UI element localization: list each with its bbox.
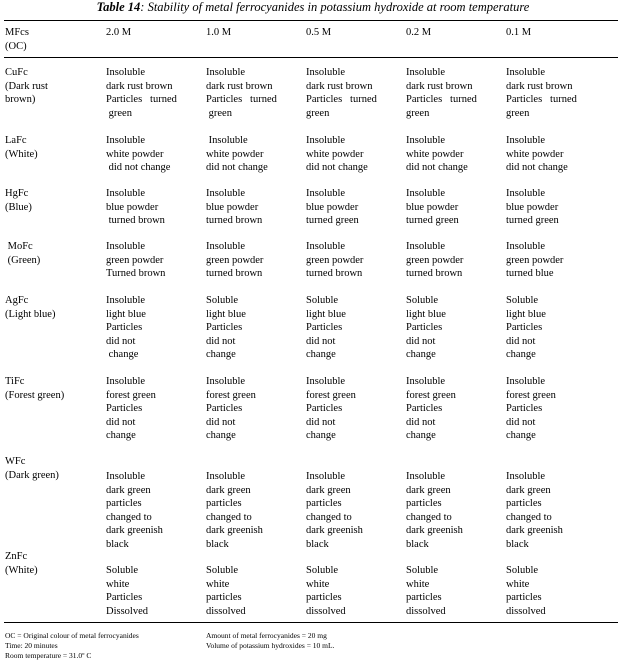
table-cell: Insoluble dark rust brown Particles turned green bbox=[306, 67, 377, 119]
table-cell: Insoluble white powder did not change bbox=[506, 135, 568, 173]
table-cell: Insoluble dark green particles changed to dark greenish black bbox=[406, 471, 463, 550]
table-cell: Soluble light blue Particles did not change bbox=[206, 295, 246, 360]
table-cell: Soluble white particles dissolved bbox=[206, 565, 246, 617]
table-cell: Insoluble green powder turned blue bbox=[506, 241, 564, 279]
caption-label: Table 14 bbox=[96, 0, 141, 14]
table-cell: Insoluble dark green particles changed to dark greenish black bbox=[506, 471, 563, 550]
column-header-mfcs: MFcs (OC) bbox=[5, 27, 29, 52]
column-header-2m: 2.0 M bbox=[106, 27, 132, 38]
table-cell: Insoluble blue powder turned green bbox=[306, 188, 359, 226]
table-cell: Insoluble green powder turned brown bbox=[306, 241, 364, 279]
table-cell: Insoluble green powder turned brown bbox=[406, 241, 464, 279]
table-cell: Insoluble forest green Particles did not change bbox=[506, 376, 556, 441]
table-cell: Insoluble dark green particles changed to dark greenish black bbox=[206, 471, 263, 550]
footnote-room-temperature: Room temperature = 31.0º C bbox=[5, 651, 92, 660]
row-label: TiFc (Forest green) bbox=[5, 376, 65, 401]
footnote-amount: Amount of metal ferrocyanides = 20 mg bbox=[206, 631, 327, 640]
table-caption bbox=[0, 0, 626, 14]
table-cell: Insoluble dark rust brown Particles turned green bbox=[506, 67, 577, 119]
table-cell: Insoluble white powder did not change bbox=[306, 135, 368, 173]
table-cell: Insoluble dark rust brown Particles turned green bbox=[106, 67, 177, 119]
table-cell: Insoluble forest green Particles did not change bbox=[206, 376, 256, 441]
table-cell: Insoluble white powder did not change bbox=[406, 135, 468, 173]
column-header-05m: 0.5 M bbox=[306, 27, 332, 38]
footnote-volume: Volume of potassium hydroxides = 10 mL. bbox=[206, 641, 335, 650]
table-cell: Soluble white particles dissolved bbox=[406, 565, 446, 617]
table-cell: Insoluble blue powder turned green bbox=[406, 188, 459, 226]
table-cell: Insoluble forest green Particles did not change bbox=[306, 376, 356, 441]
table-cell: Soluble white particles dissolved bbox=[506, 565, 546, 617]
column-header-01m: 0.1 M bbox=[506, 27, 532, 38]
table-cell: Insoluble white powder did not change bbox=[106, 135, 171, 173]
table-cell: Insoluble light blue Particles did not change bbox=[106, 295, 146, 360]
table-cell: Soluble white Particles Dissolved bbox=[106, 565, 148, 617]
table-cell: Insoluble white powder did not change bbox=[206, 135, 268, 173]
table-cell: Insoluble dark green particles changed to dark greenish black bbox=[306, 471, 363, 550]
table-cell: Insoluble forest green Particles did not change bbox=[106, 376, 156, 441]
caption-text: : Stability of metal ferrocyanides in potassium hydroxide at room temperature bbox=[140, 0, 530, 14]
table-cell: Insoluble blue powder turned green bbox=[506, 188, 559, 226]
column-header-02m: 0.2 M bbox=[406, 27, 432, 38]
table-cell: Soluble white particles dissolved bbox=[306, 565, 346, 617]
row-label: WFc (Dark green) bbox=[5, 456, 59, 481]
table-cell: Soluble light blue Particles did not change bbox=[506, 295, 546, 360]
table-cell: Insoluble forest green Particles did not change bbox=[406, 376, 456, 441]
header-rule bbox=[4, 57, 618, 58]
table-cell: Insoluble green powder turned brown bbox=[206, 241, 264, 279]
table-cell: Soluble light blue Particles did not change bbox=[306, 295, 346, 360]
row-label: MoFc (Green) bbox=[7, 241, 41, 266]
table-cell: Soluble light blue Particles did not change bbox=[406, 295, 446, 360]
table-cell: Insoluble dark green particles changed to dark greenish black bbox=[106, 471, 163, 550]
table-cell: Insoluble dark rust brown Particles turned green bbox=[206, 67, 277, 119]
table-cell: Insoluble dark rust brown Particles turned green bbox=[406, 67, 477, 119]
row-label: CuFc (Dark rust brown) bbox=[5, 67, 48, 105]
table-cell: Insoluble green powder Turned brown bbox=[106, 241, 166, 279]
row-label: ZnFc (White) bbox=[5, 551, 38, 576]
table-cell: Insoluble blue powder turned brown bbox=[106, 188, 165, 226]
row-label: HgFc (Blue) bbox=[5, 188, 32, 213]
footnote-time: Time: 20 minutes bbox=[5, 641, 58, 650]
row-label: LaFc (White) bbox=[5, 135, 38, 160]
footnote-oc: OC = Original colour of metal ferrocyanides bbox=[5, 631, 139, 640]
top-rule bbox=[4, 20, 618, 21]
table-cell: Insoluble blue powder turned brown bbox=[206, 188, 263, 226]
column-header-1m: 1.0 M bbox=[206, 27, 232, 38]
bottom-rule bbox=[4, 622, 618, 623]
row-label: AgFc (Light blue) bbox=[5, 295, 56, 320]
